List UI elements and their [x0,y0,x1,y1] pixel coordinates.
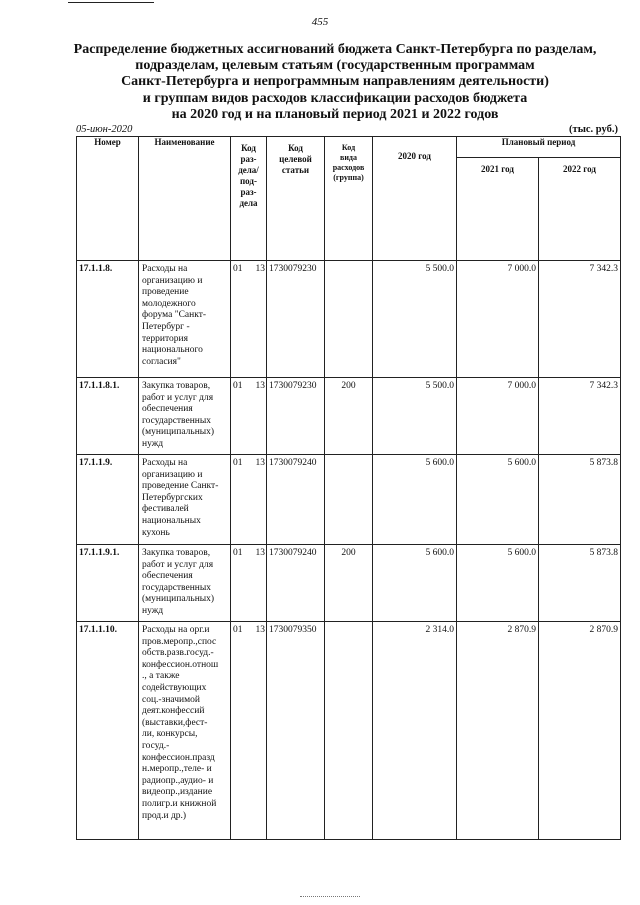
row-2022-value: 7 342.3 [539,378,621,455]
header-rule [68,2,154,3]
page-number: 455 [311,16,329,28]
row-group-code: 200 [325,545,373,622]
row-section-code: 01 13 [231,622,267,840]
row-2020-value: 5 600.0 [373,545,457,622]
row-group-code [325,261,373,378]
row-2021-value: 7 000.0 [457,261,539,378]
row-2022-value: 7 342.3 [539,261,621,378]
row-2020-value: 5 500.0 [373,378,457,455]
header-2020: 2020 год [373,137,457,261]
row-target-code: 1730079230 [267,261,325,378]
row-2020-value: 2 314.0 [373,622,457,840]
row-section-code: 01 13 [231,545,267,622]
footer-marks [300,896,360,897]
row-group-code: 200 [325,378,373,455]
row-name: Закупка товаров, работ и услуг для обеспечения государственных (муниципальных) нужд [139,378,231,455]
row-number: 17.1.1.8. [77,261,139,378]
row-2022-value: 2 870.9 [539,622,621,840]
row-target-code: 1730079350 [267,622,325,840]
document-title [70,42,600,123]
row-2022-value: 5 873.8 [539,455,621,545]
row-section-code: 01 13 [231,261,267,378]
row-section-code: 01 13 [231,378,267,455]
table-row [77,545,621,622]
row-name: Расходы на организацию и проведение Санкт- Петербургских фестивалей национальных кухонь [139,455,231,545]
title-line: Санкт-Петербурга и непрограммным направлениям деятельности) [121,74,549,90]
row-2020-value: 5 600.0 [373,455,457,545]
row-number: 17.1.1.9.1. [77,545,139,622]
row-name: Закупка товаров, работ и услуг для обеспечения государственных (муниципальных) нужд [139,545,231,622]
header-target-code: Код целевой статьи [267,137,325,261]
units-label: (тыс. руб.) [569,124,618,135]
row-target-code: 1730079240 [267,545,325,622]
header-2022: 2022 год [539,158,621,261]
table-row [77,622,621,840]
row-2021-value: 5 600.0 [457,545,539,622]
title-line: Распределение бюджетных ассигнований бюджета Санкт-Петербурга по разделам, [73,42,597,57]
table-row [77,455,621,545]
row-2020-value: 5 500.0 [373,261,457,378]
table-row [77,261,621,378]
header-section-code: Код раз- дела/ под- раз- дела [231,137,267,261]
row-2021-value: 7 000.0 [457,378,539,455]
row-2022-value: 5 873.8 [539,545,621,622]
row-2021-value: 5 600.0 [457,455,539,545]
header-planned-period: Плановый период [457,137,621,158]
row-group-code [325,622,373,840]
row-name: Расходы на орг.и пров.меропр.,спос обств.разв.госуд.- конфессион.отнош ., а также содействующих соц.-значимой деят.конфессий (выставки,фест- ли, конкурсы, госуд.- конфессион.празд н.меропр.,теле- и радиопр.,аудио- и видеопр.,издание полигр.и книжной прод.и др.) [139,622,231,840]
row-number: 17.1.1.9. [77,455,139,545]
title-line: и группам видов расходов классификации расходов бюджета [142,90,528,106]
budget-table [76,136,621,840]
title-line: на 2020 год и на плановый период 2021 и 2022 годов [171,106,499,122]
table-row [77,378,621,455]
row-target-code: 1730079230 [267,378,325,455]
header-2021: 2021 год [457,158,539,261]
row-group-code [325,455,373,545]
row-number: 17.1.1.8.1. [77,378,139,455]
row-name: Расходы на организацию и проведение молодежного форума "Санкт- Петербург - территория национального согласия" [139,261,231,378]
header-group-code: Код вида расходов (группа) [325,137,373,261]
row-target-code: 1730079240 [267,455,325,545]
row-section-code: 01 13 [231,455,267,545]
row-number: 17.1.1.10. [77,622,139,840]
header-number: Номер [77,137,139,261]
row-2021-value: 2 870.9 [457,622,539,840]
header-name: Наименование [139,137,231,261]
title-line: подразделам, целевым статьям (государственным программам [135,58,535,74]
document-date: 05-июн-2020 [76,124,133,135]
